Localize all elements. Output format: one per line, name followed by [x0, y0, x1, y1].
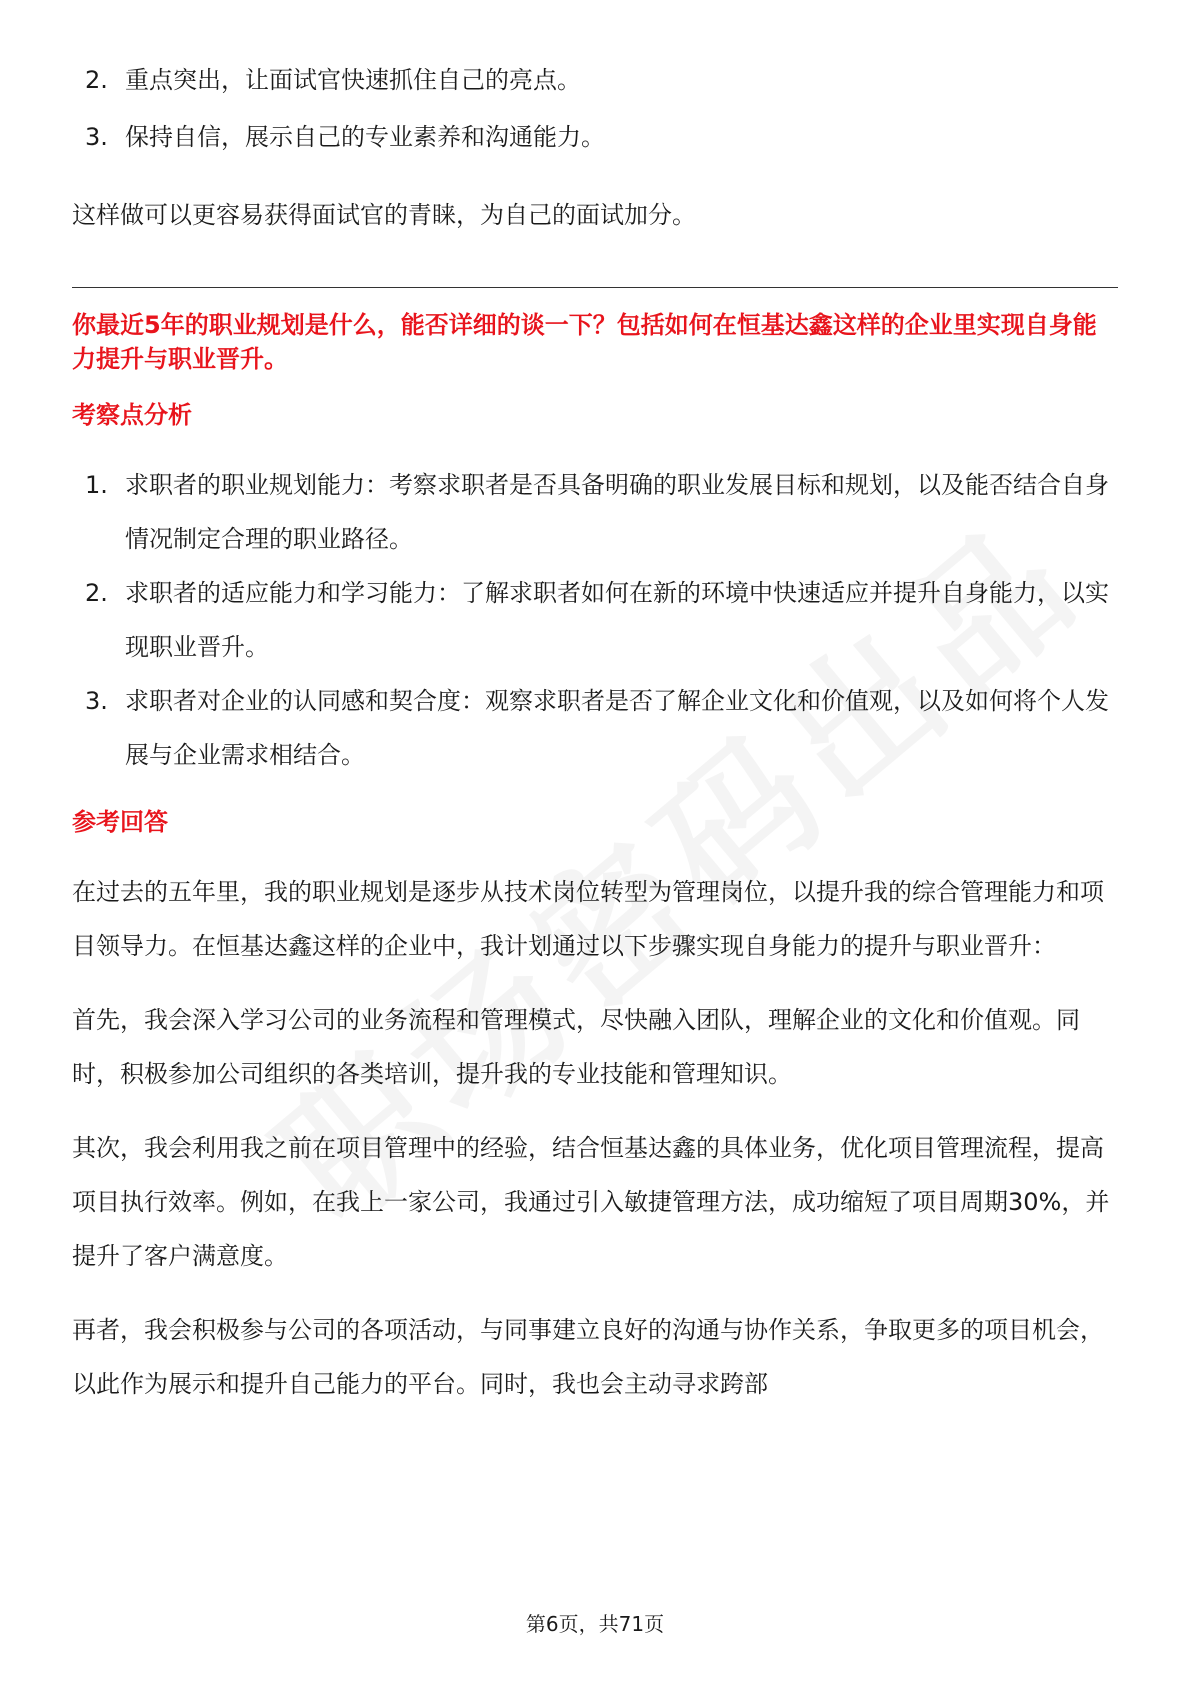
answer-paragraph: 其次，我会利用我之前在项目管理中的经验，结合恒基达鑫的具体业务，优化项目管理流程，提高项目执行效率。例如，在我上一家公司，我通过引入敏捷管理方法，成功缩短了项目周期30%，并提升了客户满意度。 [72, 1134, 1110, 1270]
interview-question: 你最近5年的职业规划是什么，能否详细的谈一下？包括如何在恒基达鑫这样的企业里实现自身能力提升与职业晋升。 [72, 311, 1097, 373]
list-number: 1. [85, 471, 108, 499]
list-text: 保持自信，展示自己的专业素养和沟通能力。 [125, 123, 605, 151]
answer-paragraph: 再者，我会积极参与公司的各项活动，与同事建立良好的沟通与协作关系，争取更多的项目机会，以此作为展示和提升自己能力的平台。同时，我也会主动寻求跨部 [72, 1316, 1104, 1398]
tips-list [72, 52, 1118, 166]
analysis-heading: 考察点分析 [72, 401, 192, 429]
analysis-list [72, 458, 1118, 782]
reference-answer [72, 865, 1118, 1411]
closing-paragraph: 这样做可以更容易获得面试官的青睐，为自己的面试加分。 [72, 201, 696, 229]
list-number: 3. [85, 123, 108, 151]
list-item [72, 458, 1118, 566]
answer-paragraph: 在过去的五年里，我的职业规划是逐步从技术岗位转型为管理岗位，以提升我的综合管理能力和项目领导力。在恒基达鑫这样的企业中，我计划通过以下步骤实现自身能力的提升与职业晋升： [72, 878, 1104, 960]
list-text: 求职者的职业规划能力：考察求职者是否具备明确的职业发展目标和规划，以及能否结合自身情况制定合理的职业路径。 [125, 471, 1109, 553]
page-number: 第6页，共71页 [525, 1612, 665, 1636]
answer-paragraph: 首先，我会深入学习公司的业务流程和管理模式，尽快融入团队，理解企业的文化和价值观。同时，积极参加公司组织的各类培训，提升我的专业技能和管理知识。 [72, 1006, 1080, 1088]
list-number: 2. [85, 66, 108, 94]
list-text: 求职者的适应能力和学习能力：了解求职者如何在新的环境中快速适应并提升自身能力，以实现职业晋升。 [125, 579, 1109, 661]
list-text: 求职者对企业的认同感和契合度：观察求职者是否了解企业文化和价值观，以及如何将个人发展与企业需求相结合。 [125, 687, 1109, 769]
list-item [72, 52, 1118, 109]
list-item [72, 674, 1118, 782]
page-content [72, 52, 1118, 1411]
list-item [72, 109, 1118, 166]
list-item [72, 566, 1118, 674]
answer-heading: 参考回答 [72, 808, 168, 836]
section-divider [72, 287, 1118, 288]
list-text: 重点突出，让面试官快速抓住自己的亮点。 [125, 66, 581, 94]
list-number: 2. [85, 579, 108, 607]
list-number: 3. [85, 687, 108, 715]
